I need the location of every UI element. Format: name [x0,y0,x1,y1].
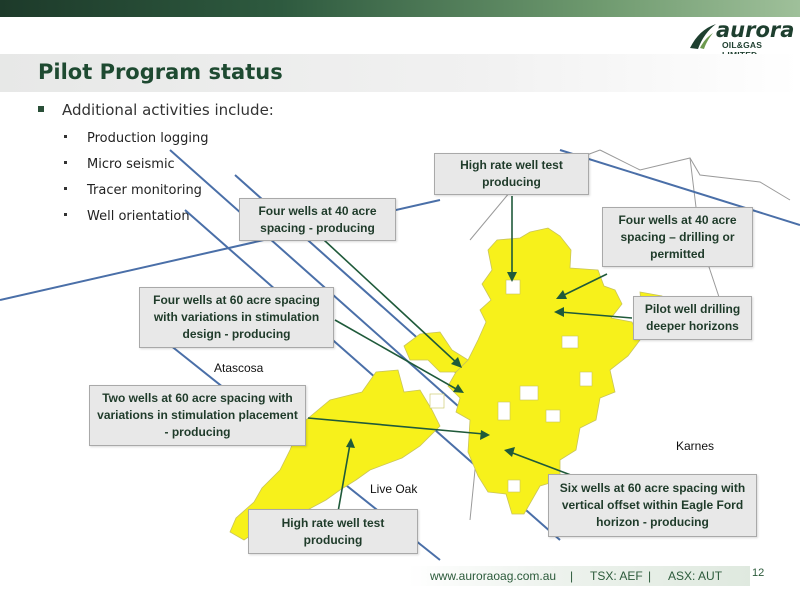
callout-high-rate-test-south: High rate well test producing [248,509,418,554]
footer-tsx-ticker: TSX: AEF [590,569,643,583]
list-item-text: Tracer monitoring [87,183,202,198]
page-number: 12 [752,567,765,579]
callout-high-rate-test-north: High rate well test producing [434,153,589,195]
page-title: Pilot Program status [38,60,283,84]
callout-six-wells-vertical-offset: Six wells at 60 acre spacing with vertical offset within Eagle Ford horizon - producing [548,474,757,537]
place-label-atascosa: Atascosa [214,361,264,375]
footer-bar [408,566,750,586]
callout-four-wells-60-stimulation-design: Four wells at 60 acre spacing with variations in stimulation design - producing [139,287,334,348]
footer-separator: | [570,569,574,583]
list-item-text: Well orientation [87,209,190,224]
place-label-karnes: Karnes [676,439,715,453]
footer-asx-ticker: ASX: AUT [668,569,723,583]
list-item-text: Micro seismic [87,157,175,172]
acreage-main-block [448,228,640,514]
callout-two-wells-60-placement: Two wells at 60 acre spacing with variations in stimulation placement - producing [89,385,306,446]
callout-four-wells-40-producing: Four wells at 40 acre spacing - producing [239,198,396,241]
main-bullet-text: Additional activities include: [62,101,274,119]
logo-subtitle: OIL&GAS [722,40,763,50]
place-label-live-oak: Live Oak [370,482,418,496]
logo-wordmark: aurora [716,18,795,42]
list-item-text: Production logging [87,131,209,146]
callout-pilot-well-deeper: Pilot well drilling deeper horizons [633,296,752,340]
footer-separator: | [648,569,652,583]
footer-website-link[interactable]: www.auroraoag.com.au [430,569,557,583]
callout-four-wells-40-drilling: Four wells at 40 acre spacing – drilling or permitted [602,207,753,267]
